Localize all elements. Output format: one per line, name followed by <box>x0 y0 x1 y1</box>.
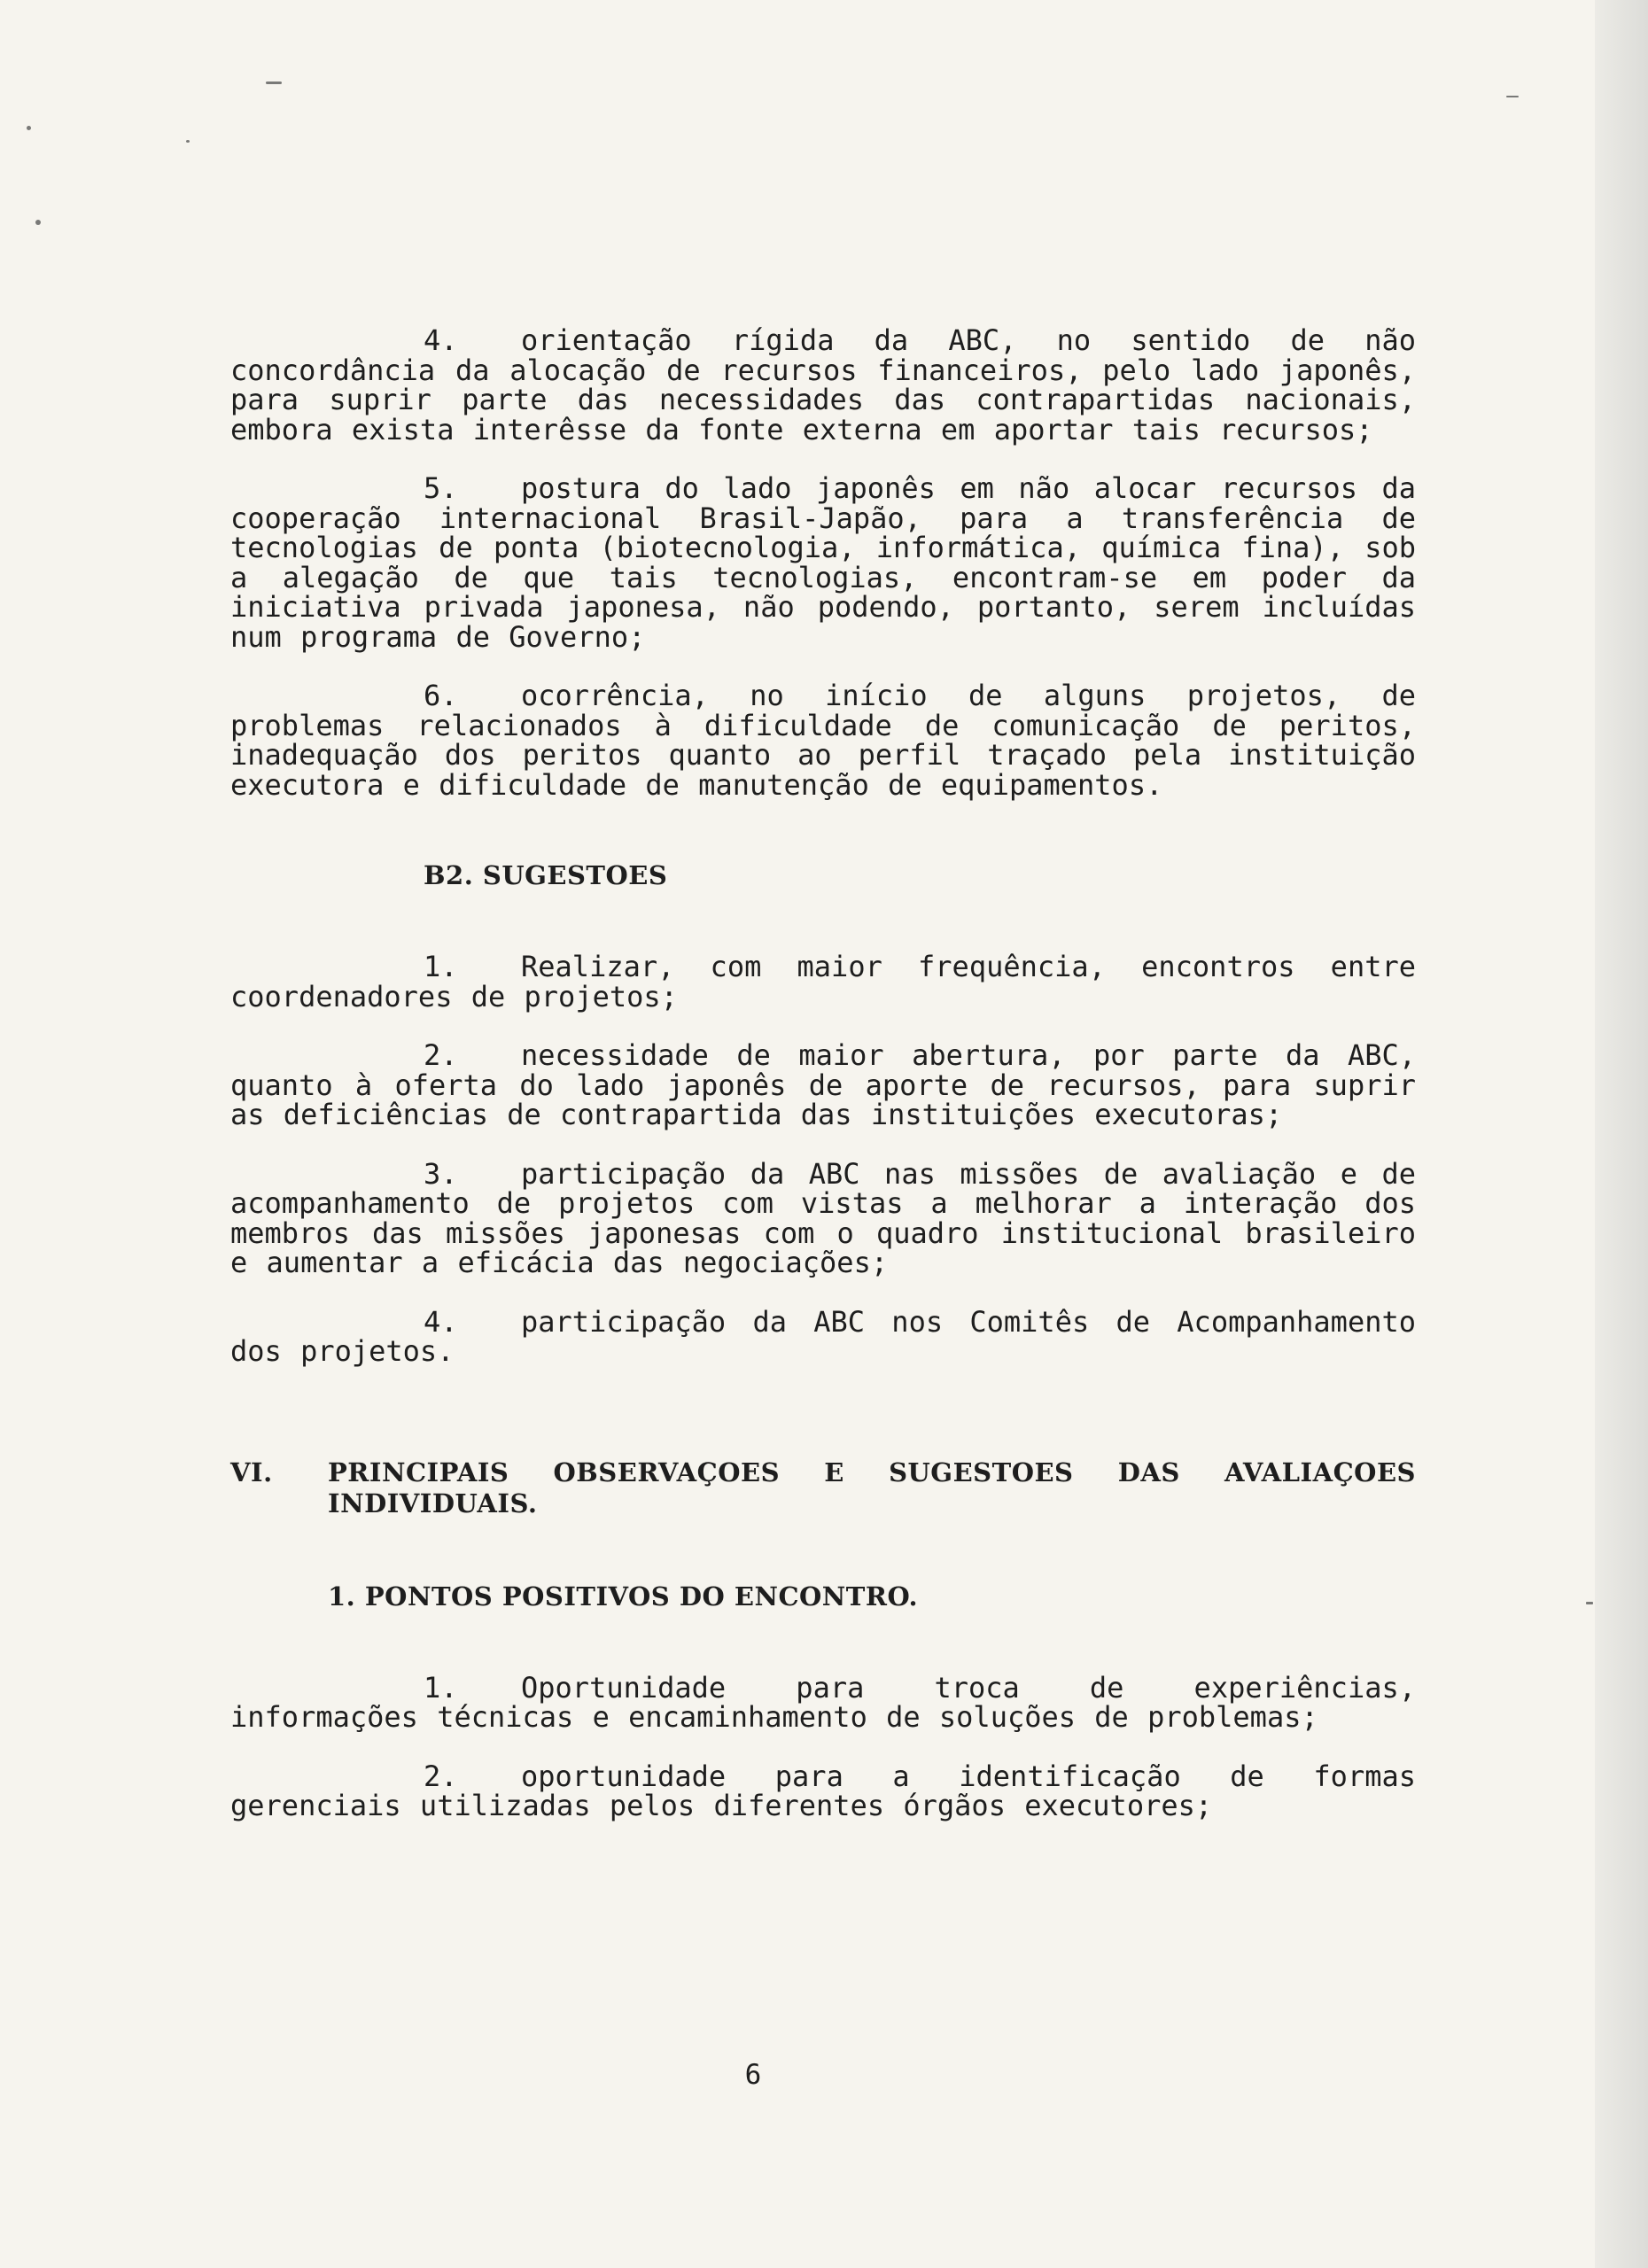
scan-speck <box>186 140 190 143</box>
list-item <box>230 1670 1416 1734</box>
item-text: oportunidade para a identificação de formas gerenciais utilizadas pelos diferentes órgãos executores; <box>230 1759 1416 1822</box>
list-item <box>230 323 1416 447</box>
list-item <box>230 1156 1416 1279</box>
list-item <box>230 1038 1416 1131</box>
item-number: 3. <box>424 1156 458 1191</box>
subsection-heading: 1. PONTOS POSITIVOS DO ENCONTRO. <box>328 1581 919 1612</box>
list-item <box>230 1304 1416 1368</box>
section-heading-b2: B2. SUGESTOES <box>424 860 668 890</box>
section-number: VI. <box>230 1456 273 1487</box>
document-body <box>230 323 1416 1822</box>
scan-speck <box>35 220 41 225</box>
scan-speck <box>1506 96 1519 97</box>
list-item <box>230 471 1416 654</box>
list-item <box>230 1759 1416 1822</box>
scan-speck <box>1586 1602 1593 1604</box>
item-number: 5. <box>424 471 458 505</box>
item-number: 4. <box>424 323 458 357</box>
item-number: 4. <box>424 1304 458 1339</box>
scan-speck <box>266 82 282 84</box>
item-number: 6. <box>424 679 458 712</box>
item-number: 1. <box>424 950 458 983</box>
page-number: 6 <box>744 2059 762 2091</box>
list-item <box>230 952 1416 1012</box>
scan-speck <box>27 126 31 130</box>
item-text: orientação rígida da ABC, no sentido de não concordância da alocação de recursos financeiros, pelo lado japonês, para suprir parte das necessidades das contrapartidas nacionais, embora exista interêsse da fonte externa em aportar tais recursos; <box>230 323 1416 447</box>
item-text: postura do lado japonês em não alocar recursos da cooperação internacional Brasil-Japão, para a transferência de tecnologias de ponta (biotecnologia, informática, química fina), sob a alegação de que tais tecnologias, encontram-se em poder da iniciativa privada japonesa, não podendo, portanto, serem incluídas num programa de Governo; <box>230 471 1416 654</box>
item-text: participação da ABC nas missões de avaliação e de acompanhamento de projetos com vistas a melhorar a interação dos membros das missões japonesas com o quadro institucional brasileiro e aumentar a eficácia das negociações; <box>230 1156 1416 1279</box>
item-number: 1. <box>424 1670 458 1705</box>
list-item <box>230 681 1416 800</box>
item-text: ocorrência, no início de alguns projetos, de problemas relacionados à dificuldade de comunicação de peritos, inadequação dos peritos quanto ao perfil traçado pela instituição executora e dificuldade de manutenção de equipamentos. <box>230 679 1416 802</box>
section-heading-vi <box>230 1457 1416 1519</box>
section-title: PRINCIPAIS OBSERVAÇOES E SUGESTOES DAS AVALIAÇOES INDIVIDUAIS. <box>328 1456 1416 1518</box>
item-number: 2. <box>424 1759 458 1793</box>
item-text: Oportunidade para troca de experiências, informações técnicas e encaminhamento de soluções de problemas; <box>230 1670 1416 1734</box>
item-text: necessidade de maior abertura, por parte da ABC, quanto à oferta do lado japonês de aporte de recursos, para suprir as deficiências de contrapartida das instituições executoras; <box>230 1038 1416 1131</box>
page-edge <box>1595 0 1648 2268</box>
item-number: 2. <box>424 1038 458 1072</box>
item-text: participação da ABC nos Comitês de Acompanhamento dos projetos. <box>230 1304 1416 1368</box>
item-text: Realizar, com maior frequência, encontros entre coordenadores de projetos; <box>230 950 1416 1014</box>
